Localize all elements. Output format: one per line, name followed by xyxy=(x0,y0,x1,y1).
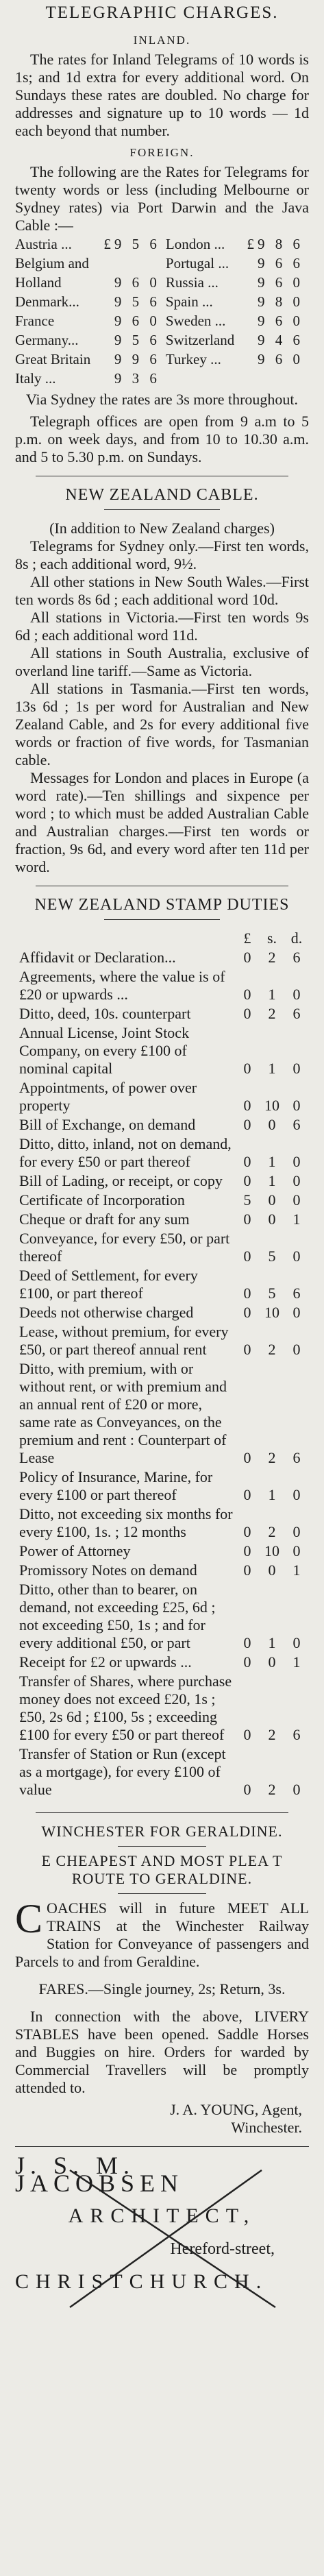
fares-text: FARES.—Single journey, 2s; Return, 3s. xyxy=(38,1980,286,1997)
duty-row xyxy=(15,1360,309,1468)
rate-value-left: 9 5 6 xyxy=(114,332,160,348)
duty-row xyxy=(15,1673,309,1745)
rate-value-left: 9 6 0 xyxy=(114,313,160,329)
duty-pounds: 0 xyxy=(243,1781,251,1798)
duty-pence: 1 xyxy=(292,1211,301,1228)
rate-country-right: Spain ... xyxy=(165,293,213,310)
duty-pence: 0 xyxy=(292,1097,301,1114)
duty-shillings: 2 xyxy=(268,1449,276,1466)
drop-cap: C xyxy=(15,1896,43,1941)
duty-pounds: 0 xyxy=(243,1562,251,1579)
shillings-header: s. xyxy=(266,929,277,947)
duty-shillings: 10 xyxy=(264,1542,279,1559)
rate-row xyxy=(15,273,309,292)
duty-pence: 6 xyxy=(292,949,301,966)
agent-signature: J. A. YOUNG, Agent, xyxy=(170,2101,302,2118)
duty-row xyxy=(15,1079,309,1116)
duty-pence: 0 xyxy=(292,1781,301,1798)
duty-pounds: 0 xyxy=(243,1116,251,1133)
via-sydney-note: Via Sydney the rates are 3s more throughout. xyxy=(25,391,299,408)
duty-pounds: 0 xyxy=(243,1523,251,1540)
duty-shillings: 1 xyxy=(268,1060,276,1077)
duty-shillings: 5 xyxy=(268,1248,276,1265)
duty-description: Affidavit or Declaration... xyxy=(19,949,176,966)
duty-row xyxy=(15,1172,309,1191)
duty-pounds: 0 xyxy=(243,1304,251,1321)
duty-pounds: 5 xyxy=(243,1191,251,1208)
jacobsen-street: Hereford-street, xyxy=(170,2240,275,2258)
duty-description: Power of Attorney xyxy=(19,1542,131,1559)
duty-pounds: 0 xyxy=(243,1285,251,1302)
duty-description: Agreements, where the value is of £20 or upwards ... xyxy=(19,968,225,1003)
duty-pence: 0 xyxy=(292,1341,301,1358)
duty-description: Appointments, of power over property xyxy=(19,1079,197,1114)
rate-country-right: Russia ... xyxy=(165,274,219,291)
livery-text: In connection with the above, LIVERY STABLES have been opened. Saddle Horses and Buggies on hire. Orders for warded by Commercial Travellers will be promptly attended to. xyxy=(15,2008,309,2096)
duty-row xyxy=(15,1468,309,1505)
stamp-duties-title: NEW ZEALAND STAMP DUTIES xyxy=(34,896,290,914)
duty-pence: 0 xyxy=(292,1153,301,1170)
duty-row xyxy=(15,968,309,1005)
duty-row xyxy=(15,1653,309,1673)
nz-cable-body xyxy=(15,520,309,876)
rate-value-right: 9 6 6 xyxy=(258,255,303,271)
cable-paragraph: Telegrams for Sydney only.—First ten words, 8s ; each additional word, 9½. xyxy=(15,537,309,572)
duty-pence: 0 xyxy=(292,1523,301,1540)
duty-description: Cheque or draft for any sum xyxy=(19,1211,190,1228)
rate-value-right: 9 4 6 xyxy=(258,332,303,348)
duty-shillings: 0 xyxy=(268,1562,276,1579)
duties-header-row xyxy=(15,929,309,949)
rate-country-right: Sweden ... xyxy=(165,313,226,329)
jacobsen-city: CHRISTCHURCH. xyxy=(15,2270,269,2293)
duty-pounds: 0 xyxy=(243,1634,251,1651)
pence-header: d. xyxy=(290,929,303,947)
rate-row xyxy=(15,234,309,254)
rate-value-left: 9 6 0 xyxy=(114,274,160,291)
pounds-header: £ xyxy=(243,929,251,947)
duty-shillings: 10 xyxy=(264,1304,279,1321)
duty-description: Ditto, other than to bearer, on demand, not exceeding £25, 6d ; not exceeding £50, 1s ; and for every additional £50, or part xyxy=(19,1581,216,1651)
rate-value-left: 9 5 6 xyxy=(114,293,160,310)
rate-country-right: Turkey ... xyxy=(165,351,221,367)
duty-shillings: 2 xyxy=(268,1781,276,1798)
rate-country-left: Germany... xyxy=(15,332,79,348)
duty-shillings: 2 xyxy=(268,1341,276,1358)
coaches-text: OACHES will in future MEET ALL TRAINS at the Winchester Railway Station for Conveyance of passengers and Parcels to and from Geraldine. xyxy=(15,1899,309,1970)
duty-pounds: 0 xyxy=(243,1653,251,1670)
duty-pence: 6 xyxy=(292,1005,301,1022)
duty-description: Annual License, Joint Stock Company, on every £100 of nominal capital xyxy=(19,1024,190,1077)
jacobsen-profession: ARCHITECT, xyxy=(68,2204,256,2227)
duty-pounds: 0 xyxy=(243,1726,251,1743)
duty-pounds: 0 xyxy=(243,949,251,966)
rate-value-left xyxy=(98,254,166,273)
duty-pence: 0 xyxy=(292,1542,301,1559)
duty-shillings: 0 xyxy=(268,1116,276,1133)
rate-value-right: 9 6 0 xyxy=(258,351,303,367)
stamp-duties-table xyxy=(15,929,309,1800)
duty-row xyxy=(15,1211,309,1230)
rate-row xyxy=(15,292,309,311)
cable-paragraph: All other stations in New South Wales.—First ten words 8s 6d ; each additional word 10d. xyxy=(15,573,309,608)
duty-shillings: 2 xyxy=(268,1726,276,1743)
duty-description: Policy of Insurance, Marine, for every £100 or part thereof xyxy=(19,1468,213,1503)
duty-pence: 6 xyxy=(292,1726,301,1743)
cross-mark xyxy=(15,2152,310,2320)
duty-description: Ditto, ditto, inland, not on demand, for every £50 or part thereof xyxy=(19,1135,232,1170)
duty-row xyxy=(15,1323,309,1360)
winchester-ad-body xyxy=(15,1896,309,1971)
rate-country-left: Denmark... xyxy=(15,293,79,310)
duty-shillings: 0 xyxy=(268,1653,276,1670)
duty-pounds: 0 xyxy=(243,1211,251,1228)
agent-place: Winchester. xyxy=(231,2119,302,2136)
rate-row xyxy=(15,350,309,369)
duty-pence: 0 xyxy=(292,1191,301,1208)
rate-value-left: 9 9 6 xyxy=(114,351,160,367)
duty-row xyxy=(15,1191,309,1211)
rate-country-right: London ... xyxy=(165,236,225,252)
rate-country-left: Italy ... xyxy=(15,370,56,387)
rate-row xyxy=(15,311,309,330)
duty-pence: 0 xyxy=(292,986,301,1003)
duty-pence: 6 xyxy=(292,1449,301,1466)
rate-country-left: Holland xyxy=(15,274,62,291)
rate-row xyxy=(15,330,309,350)
divider xyxy=(104,919,220,920)
duty-pence: 6 xyxy=(292,1285,301,1302)
foreign-text: The following are the Rates for Telegrams for twenty words or less (including Melbourne or Sydney rates) via Port Darwin and the Java Cable :— xyxy=(15,163,309,234)
rate-row xyxy=(15,254,309,273)
rate-country-left: Great Britain xyxy=(15,351,91,367)
duty-pounds: 0 xyxy=(243,1172,251,1189)
duty-description: Deeds not otherwise charged xyxy=(19,1304,194,1321)
duty-row xyxy=(15,1230,309,1267)
duty-pounds: 0 xyxy=(243,1341,251,1358)
duty-description: Promissory Notes on demand xyxy=(19,1562,197,1579)
duty-pence: 1 xyxy=(292,1562,301,1579)
rate-value-right: 9 6 0 xyxy=(258,274,303,291)
divider xyxy=(118,1893,206,1894)
rate-value-right: £9 8 6 xyxy=(247,236,303,252)
duty-pounds: 0 xyxy=(243,1542,251,1559)
foreign-rates-table xyxy=(15,234,309,388)
rate-country-right xyxy=(166,369,241,388)
duty-description: Transfer of Station or Run (except as a mortgage), for every £100 of value xyxy=(19,1745,226,1798)
jacobsen-advert xyxy=(15,2152,309,2320)
duty-shillings: 1 xyxy=(268,1634,276,1651)
duty-row xyxy=(15,1304,309,1323)
cable-paragraph: All stations in Victoria.—First ten words 9s 6d ; each additional word 11d. xyxy=(15,609,309,644)
rate-country-left: Austria ... xyxy=(15,236,72,252)
duty-description: Ditto, with premium, with or without rent, or with premium and an annual rent of £20 or more, same rate as Conveyances, on the premium and rent : Counterpart of Lease xyxy=(19,1360,227,1466)
duty-shillings: 2 xyxy=(268,1523,276,1540)
nz-cable-title: NEW ZEALAND CABLE. xyxy=(65,486,259,504)
duty-row xyxy=(15,1505,309,1542)
duty-pence: 6 xyxy=(292,1116,301,1133)
duty-row xyxy=(15,1024,309,1079)
duty-shillings: 1 xyxy=(268,1153,276,1170)
duty-shillings: 1 xyxy=(268,1486,276,1503)
duty-description: Deed of Settlement, for every £100, or part thereof xyxy=(19,1267,198,1302)
office-hours: Telegraph offices are open from 9 a.m to 5 p.m. on week days, and from 10 to 10.30 a.m. and 5 to 5.30 p.m. on Sundays. xyxy=(15,413,309,465)
duty-row xyxy=(15,1116,309,1135)
divider xyxy=(118,1846,206,1847)
duty-description: Receipt for £2 or upwards ... xyxy=(19,1653,192,1670)
duty-row xyxy=(15,1542,309,1562)
jacobsen-name: J. S. M. JACOBSEN xyxy=(15,2152,184,2197)
duty-row xyxy=(15,949,309,968)
rate-country-right: Portugal ... xyxy=(165,255,229,271)
winchester-title: WINCHESTER FOR GERALDINE. xyxy=(41,1823,283,1840)
duty-row xyxy=(15,1581,309,1653)
cable-paragraph: All stations in Tasmania.—First ten words, 13s 6d ; 1s per word for Australian and New Zealand Cable, and 2s for every additional five words or fraction of five words, for Tasmanian cable. xyxy=(15,680,309,768)
duty-description: Transfer of Shares, where purchase money does not exceed £20, 1s ; £50, 2s 6d ; £100, 5s ; exceeding £100 for every £50 or part thereof xyxy=(19,1673,232,1743)
cable-paragraph: All stations in South Australia, exclusive of overland line tariff.—Same as Victoria. xyxy=(15,644,309,679)
duty-pounds: 0 xyxy=(243,1248,251,1265)
duty-row xyxy=(15,1135,309,1172)
duty-description: Lease, without premium, for every £50, or part thereof annual rent xyxy=(19,1323,229,1358)
duty-pence: 0 xyxy=(292,1172,301,1189)
duty-row xyxy=(15,1267,309,1304)
duty-shillings: 1 xyxy=(268,1172,276,1189)
divider xyxy=(104,509,220,510)
rate-value-right: 9 8 0 xyxy=(258,293,303,310)
duty-pounds: 0 xyxy=(243,1153,251,1170)
duty-shillings: 2 xyxy=(268,949,276,966)
cable-note: (In addition to New Zealand charges) xyxy=(49,520,275,537)
rate-row xyxy=(15,369,309,388)
duty-shillings: 5 xyxy=(268,1285,276,1302)
duty-pounds: 0 xyxy=(243,1060,251,1077)
duty-pounds: 0 xyxy=(243,1449,251,1466)
foreign-heading: FOREIGN. xyxy=(129,146,195,159)
duty-row xyxy=(15,1005,309,1024)
inland-text: The rates for Inland Telegrams of 10 words is 1s; and 1d extra for every additional word. On Sundays these rates are doubled. No charge for addresses and signature up to 10 words — 1d each beyond that number. xyxy=(15,51,309,139)
duty-shillings: 1 xyxy=(268,986,276,1003)
rate-value-right: 9 6 0 xyxy=(258,313,303,329)
rate-value-left: 9 3 6 xyxy=(114,370,160,387)
duty-shillings: 0 xyxy=(268,1191,276,1208)
rate-country-left: France xyxy=(15,313,55,329)
divider xyxy=(15,2146,309,2147)
duty-pence: 0 xyxy=(292,1248,301,1265)
winchester-headline: E CHEAPEST AND MOST PLEA T ROUTE TO GERALDINE. xyxy=(41,1852,283,1887)
duty-description: Conveyance, for every £50, or part thereof xyxy=(19,1230,230,1265)
duty-row xyxy=(15,1745,309,1800)
cable-paragraph: Messages for London and places in Europe (a word rate).—Ten shillings and sixpence per word ; to which must be added Australian Cable and Australian charges.—First ten words or fraction, 9s 6d, and every word after ten 11d per word. xyxy=(15,769,309,875)
duty-description: Bill of Lading, or receipt, or copy xyxy=(19,1172,223,1189)
inland-heading: INLAND. xyxy=(133,34,191,47)
duty-pence: 1 xyxy=(292,1653,301,1670)
divider xyxy=(36,1812,288,1813)
duty-shillings: 0 xyxy=(268,1211,276,1228)
duty-pence: 0 xyxy=(292,1486,301,1503)
telegraphic-title: TELEGRAPHIC CHARGES. xyxy=(45,3,279,22)
duty-description: Ditto, deed, 10s. counterpart xyxy=(19,1005,191,1022)
rate-value-right xyxy=(241,369,309,388)
duty-pence: 0 xyxy=(292,1634,301,1651)
rate-country-left: Belgium and xyxy=(15,255,89,271)
duty-row xyxy=(15,1562,309,1581)
duty-shillings: 10 xyxy=(264,1097,279,1114)
duties-header-blank xyxy=(15,929,235,949)
duty-description: Bill of Exchange, on demand xyxy=(19,1116,196,1133)
duty-pounds: 0 xyxy=(243,1486,251,1503)
duty-pence: 0 xyxy=(292,1304,301,1321)
duty-description: Ditto, not exceeding six months for every £100, 1s. ; 12 months xyxy=(19,1505,233,1540)
duty-description: Certificate of Incorporation xyxy=(19,1191,185,1208)
rate-country-right: Switzerland xyxy=(165,332,235,348)
duty-pounds: 0 xyxy=(243,1005,251,1022)
duty-pence: 0 xyxy=(292,1060,301,1077)
duty-shillings: 2 xyxy=(268,1005,276,1022)
rate-value-left: £9 5 6 xyxy=(103,236,160,252)
duty-pounds: 0 xyxy=(243,986,251,1003)
duty-pounds: 0 xyxy=(243,1097,251,1114)
